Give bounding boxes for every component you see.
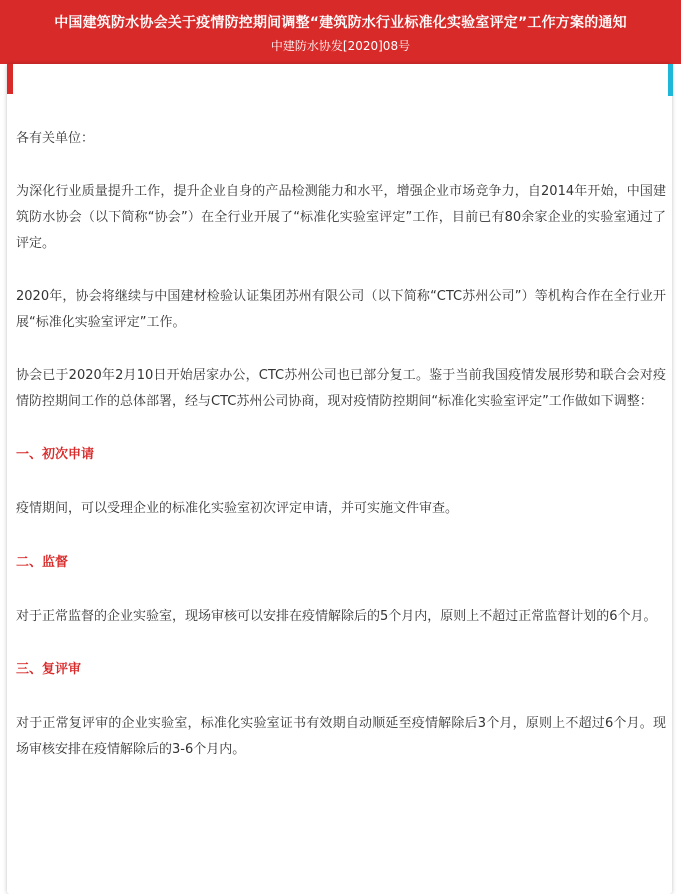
card-accent-left (7, 64, 13, 94)
section-text-reassessment: 对于正常复评审的企业实验室，标准化实验室证书有效期自动顺延至疫情解除后3个月，原则上不超过6个月。现场审核安排在疫情解除后的3-6个月内。 (16, 716, 666, 757)
card-accent-right (668, 64, 673, 96)
paragraph-adjustment: 协会已于2020年2月10日开始居家办公，CTC苏州公司也已部分复工。鉴于当前我国疫情发展形势和联合会对疫情防控期间工作的总体部署，经与CTC苏州公司协商，现对疫情防控期间“标准化实验室评定”工作做如下调整： (16, 368, 666, 409)
salutation: 各有关单位： (16, 131, 95, 146)
section-heading-supervision: 二、监督 (16, 555, 69, 570)
notice-header (0, 0, 681, 64)
paragraph-2020: 2020年，协会将继续与中国建材检验认证集团苏州有限公司（以下简称“CTC苏州公司”）等机构合作在全行业开展“标准化实验室评定”工作。 (16, 289, 666, 330)
paragraph-intro: 为深化行业质量提升工作，提升企业自身的产品检测能力和水平，增强企业市场竞争力，自2014年开始，中国建筑防水协会（以下简称“协会”）在全行业开展了“标准化实验室评定”工作，目前已有80余家企业的实验室通过了评定。 (16, 184, 666, 251)
section-text-supervision: 对于正常监督的企业实验室，现场审核可以安排在疫情解除后的5个月内，原则上不超过正常监督计划的6个月。 (16, 609, 657, 624)
notice-body (16, 126, 666, 763)
notice-title: 中国建筑防水协会关于疫情防控期间调整“建筑防水行业标准化实验室评定”工作方案的通知 (54, 15, 627, 31)
document-number: 中建防水协发[2020]08号 (270, 39, 411, 53)
section-heading-initial-application: 一、初次申请 (16, 447, 95, 462)
section-text-initial-application: 疫情期间，可以受理企业的标准化实验室初次评定申请，并可实施文件审查。 (16, 501, 459, 516)
section-heading-reassessment: 三、复评审 (16, 662, 82, 677)
